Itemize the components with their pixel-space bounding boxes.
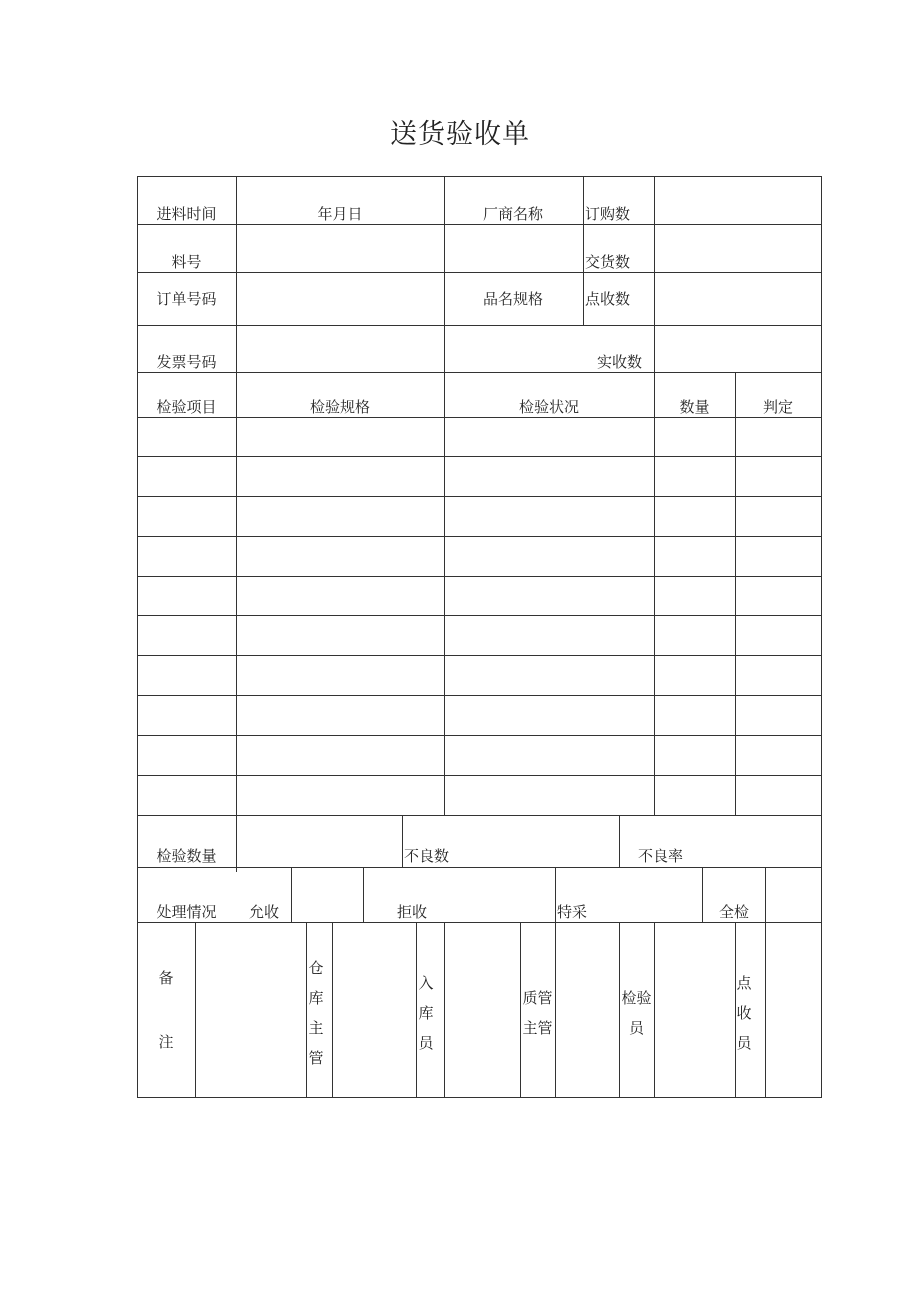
rule: [137, 372, 822, 373]
rule: [137, 417, 822, 418]
label-remarks-1: 备: [158, 969, 174, 987]
date-field[interactable]: 年月日: [317, 205, 363, 223]
label-arrival-time: 进料时间: [156, 205, 217, 223]
label-warehouse-manager: 仓库主管: [308, 959, 324, 1067]
label-order-qty: 订购数: [585, 205, 631, 223]
rule: [555, 922, 556, 1097]
column-header: 数量: [679, 398, 710, 416]
rule: [137, 272, 822, 273]
rule: [137, 615, 822, 616]
column-header: 检验状况: [518, 398, 579, 416]
label-defect-rate: 不良率: [638, 847, 684, 865]
rule: [654, 922, 655, 1097]
rule: [137, 695, 822, 696]
label-order-no: 订单号码: [156, 290, 217, 308]
rule: [821, 176, 822, 1098]
rule: [444, 922, 445, 1097]
rule: [137, 576, 822, 577]
label-defect-count: 不良数: [404, 847, 450, 865]
rule: [444, 176, 445, 815]
label-delivery-qty: 交货数: [585, 253, 631, 271]
rule: [137, 655, 822, 656]
column-header: 判定: [762, 398, 793, 416]
full-inspect-option[interactable]: 全检: [719, 903, 750, 921]
rule: [137, 815, 822, 816]
rule: [236, 176, 237, 872]
rule: [291, 867, 292, 922]
accept-option[interactable]: 允收: [249, 903, 280, 921]
rule: [137, 735, 822, 736]
rule: [137, 775, 822, 776]
special-option[interactable]: 特采: [557, 903, 588, 921]
rule: [619, 815, 620, 867]
rule: [332, 922, 333, 1097]
rule: [137, 224, 822, 225]
column-header: 检验规格: [309, 398, 370, 416]
rule: [765, 867, 766, 922]
rule: [137, 176, 822, 177]
label-handling: 处理情况: [156, 903, 217, 921]
rule: [702, 867, 703, 922]
reject-option[interactable]: 拒收: [397, 903, 428, 921]
label-remarks-2: 注: [158, 1033, 174, 1051]
label-qc-manager-1: 质管: [522, 989, 553, 1007]
label-inspection-qty: 检验数量: [156, 847, 217, 865]
label-vendor-name: 厂商名称: [483, 205, 544, 223]
rule: [137, 1097, 822, 1098]
label-inspector-1: 检验: [621, 989, 652, 1007]
rule: [137, 867, 822, 868]
label-product-spec: 品名规格: [483, 290, 544, 308]
label-invoice-no: 发票号码: [156, 353, 217, 371]
rule: [654, 176, 655, 815]
rule: [137, 176, 138, 1098]
rule: [555, 867, 556, 922]
rule: [137, 325, 822, 326]
rule: [735, 372, 736, 815]
label-inspector-2: 员: [628, 1019, 644, 1037]
label-qc-manager-2: 主管: [522, 1019, 553, 1037]
rule: [137, 496, 822, 497]
page-title: 送货验收单: [390, 119, 530, 150]
column-header: 检验项目: [156, 398, 217, 416]
rule: [765, 922, 766, 1097]
label-receiver: 点收员: [736, 974, 752, 1052]
rule: [583, 176, 584, 325]
label-warehouse-clerk: 入库员: [418, 974, 434, 1052]
rule: [402, 815, 403, 867]
rule: [195, 922, 196, 1097]
label-part-no: 料号: [171, 253, 202, 271]
rule: [363, 867, 364, 922]
rule: [137, 536, 822, 537]
rule: [137, 922, 822, 923]
label-counted-qty: 点收数: [585, 290, 631, 308]
rule: [137, 456, 822, 457]
label-actual-qty: 实收数: [597, 353, 643, 371]
